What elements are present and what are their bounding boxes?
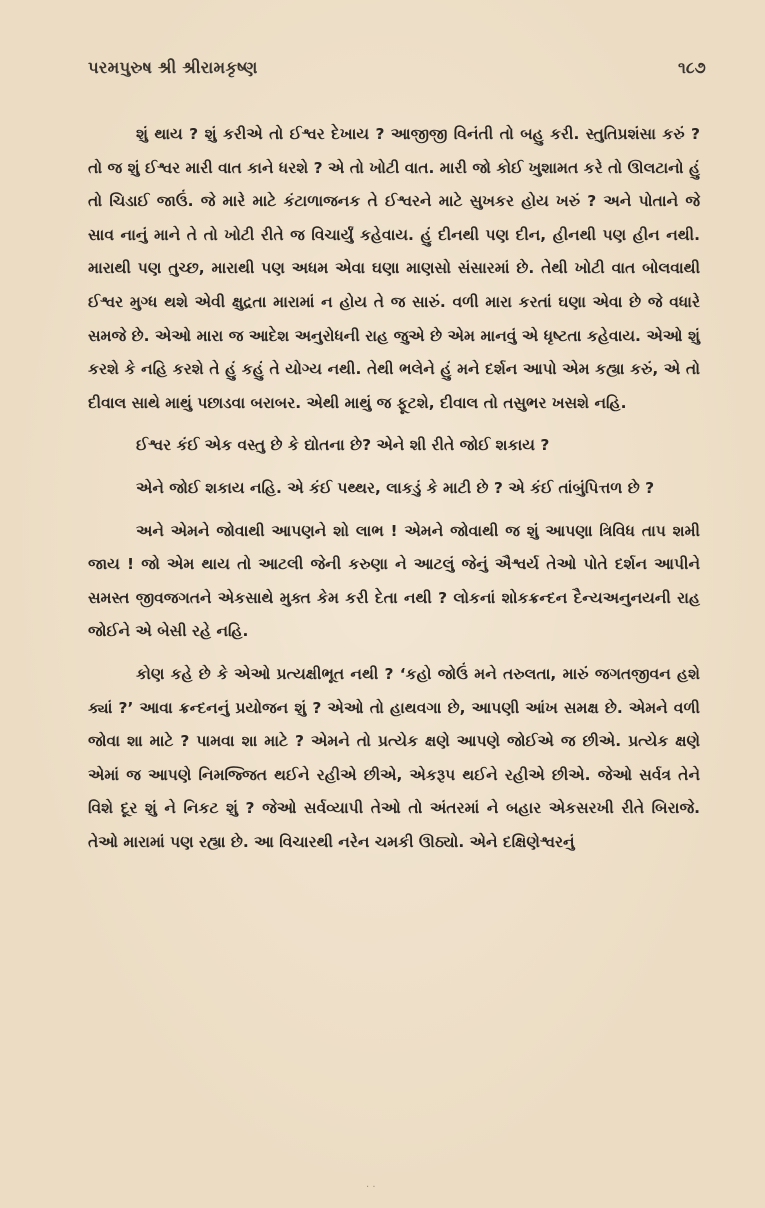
- running-title: પરમપુરુષ શ્રી શ્રીરામકૃષ્ણ: [88, 58, 258, 77]
- paragraph: કોણ કહે છે કે એઓ પ્રત્યક્ષીભૂત નથી ? ‘કહો જોઉં મને તરુલતા, મારું જગતજીવન હશે ક્યાં ?’ આવા ક્રન્દનનું પ્રયોજન શું ? એઓ તો હાથવગા છે, આપણી આંખ સમક્ષ છે. એમને વળી જોવા શા માટે ? પામવા શા માટે ? એમને તો પ્રત્યેક ક્ષણે આપણે જોઈએ જ છીએ. પ્રત્યેક ક્ષણે એમાં જ આપણે નિમજ્જિત થઈને રહીએ છીએ, એકરૂપ થઈને રહીએ છીએ. જેઓ સર્વત્ર તેને વિશે દૂર શું ને નિકટ શું ? જેઓ સર્વવ્યાપી તેઓ તો અંતરમાં ને બહાર એકસરખી રીતે બિરાજે. તેઓ મારામાં પણ રહ્યા છે. આ વિચારથી નરેન ચમકી ઊઠ્યો. એને દક્ષિણેશ્વરનું: [88, 664, 700, 851]
- paragraph: એને જોઈ શકાય નહિ. એ કંઈ પથ્થર, લાકડું કે માટી છે ? એ કંઈ તાંબુંપિત્તળ છે ?: [136, 478, 655, 497]
- print-smudge: · ·: [366, 1182, 376, 1193]
- paragraph: શું થાય ? શું કરીએ તો ઈશ્વર દેખાય ? આજીજી વિનંતી તો બહુ કરી. સ્તુતિપ્રશંસા કરું ? તો જ શું ઈશ્વર મારી વાત કાને ધરશે ? એ તો ખોટી વાત. મારી જો કોઈ ખુશામત કરે તો ઊલટાનો હું તો ચિડાઈ જાઉં. જે મારે માટે કંટાળાજનક તે ઈશ્વરને માટે સુખકર હોય ખરું ? અને પોતાને જે સાવ નાનું માને તે તો ખોટી રીતે જ વિચાર્યું કહેવાય. હું દીનથી પણ દીન, હીનથી પણ હીન નથી. મારાથી પણ તુચ્છ, મારાથી પણ અધમ એવા ઘણા માણસો સંસારમાં છે. તેથી ખોટી વાત બોલવાથી ઈશ્વર મુગ્ધ થશે એવી ક્ષુદ્રતા મારામાં ન હોય તે જ સારું. વળી મારા કરતાં ઘણા એવા છે જે વધારે સમજે છે. એઓ મારા જ આદેશ અનુરોધની રાહ જુએ છે એમ માનવું એ ધૃષ્ટતા કહેવાય. એઓ શું કરશે કે નહિ કરશે તે હું કહું તે યોગ્ય નથી. તેથી ભલેને હું મને દર્શન આપો એમ કહ્યા કરું, એ તો દીવાલ સાથે માથું પછાડવા બરાબર. એથી માથું જ ફૂટશે, દીવાલ તો તસુભર ખસશે નહિ.: [88, 125, 700, 412]
- paragraph: અને એમને જોવાથી આપણને શો લાભ ! એમને જોવાથી જ શું આપણા ત્રિવિધ તાપ શમી જાય ! જો એમ થાય તો આટલી જેની કરુણા ને આટલું જેનું ઐશ્વર્ય તેઓ પોતે દર્શન આપીને સમસ્ત જીવજગતને એકસાથે મુક્ત કેમ કરી દેતા નથી ? લોકનાં શોકક્રન્દન દૈન્યઅનુનયની રાહ જોઈને એ બેસી રહે નહિ.: [88, 521, 700, 641]
- paragraph: ઈશ્વર કંઈ એક વસ્તુ છે કે દ્યોતના છે? એને શી રીતે જોઈ શકાય ?: [136, 436, 550, 455]
- page-number: ૧૮૭: [678, 58, 706, 77]
- body-text: [88, 118, 700, 859]
